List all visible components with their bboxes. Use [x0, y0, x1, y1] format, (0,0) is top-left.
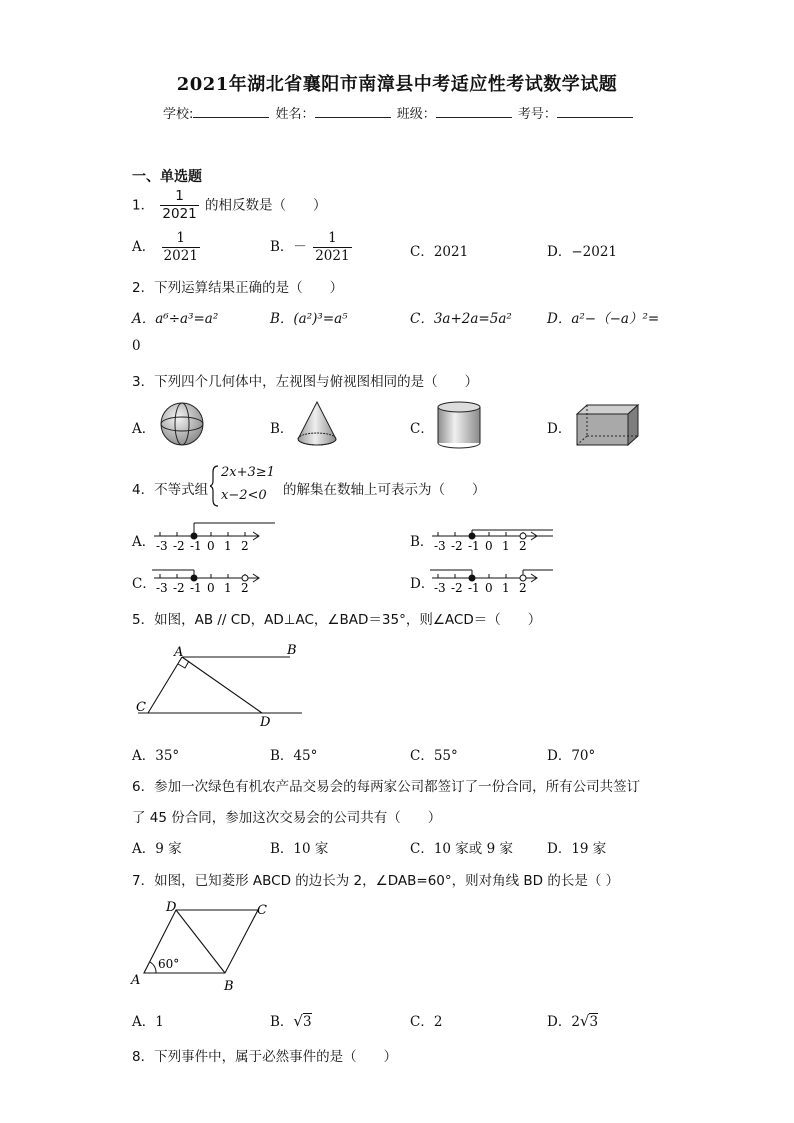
q4-option-c[interactable]: C．: [132, 576, 156, 592]
closed-dot: [469, 533, 475, 539]
q5-label-a: A: [174, 645, 184, 660]
q1-option-d[interactable]: D．−2021: [547, 244, 617, 260]
cylinder-figure: [434, 400, 484, 450]
q4-inequality-2: x−2<0: [221, 488, 267, 503]
q7-rhombus-figure: [128, 893, 278, 993]
q2-option-d[interactable]: D．a²−（−a）²=: [547, 311, 660, 327]
question-8: 8．下列事件中，属于必然事件的是（ ）: [132, 1049, 398, 1065]
q4-stem-post: 的解集在数轴上可表示为（ ）: [283, 482, 486, 498]
q3-option-d[interactable]: D．: [547, 421, 572, 437]
q7-label-b: B: [224, 979, 234, 993]
question-7: 7．如图，已知菱形 ABCD 的边长为 2，∠DAB=60°，则对角线 BD 的长是（ ）: [132, 873, 620, 889]
q2-option-a[interactable]: A．a⁶÷a³=a²: [132, 311, 219, 327]
closed-dot: [191, 533, 197, 539]
q1-number: 1．: [132, 197, 155, 214]
question-3: 3．下列四个几何体中，左视图与俯视图相同的是（ ）: [132, 374, 479, 390]
tick-label: -1: [468, 581, 480, 595]
q2-option-b[interactable]: B．(a²)³=a⁵: [270, 311, 348, 327]
number-blank[interactable]: [557, 105, 633, 118]
q4-stem-pre: 4．不等式组: [132, 482, 209, 498]
tick-label: -2: [451, 581, 463, 595]
q5-option-a[interactable]: A．35°: [132, 748, 180, 764]
q5-option-d[interactable]: D．70°: [547, 748, 596, 764]
closed-dot: [469, 575, 475, 581]
q1-fraction: $\frac{1}{2021}$: [162, 188, 197, 222]
q2-option-d-continued: 0: [132, 338, 141, 354]
cuboid-figure: [574, 402, 642, 450]
q5-parallel-lines-figure: [130, 638, 310, 730]
open-dot: [242, 575, 248, 581]
q7-angle-label: 60°: [158, 957, 180, 971]
q7-label-a: A: [131, 973, 141, 988]
q7-label-c: C: [257, 903, 267, 918]
section-heading: 一、单选题: [132, 169, 202, 185]
tick-label: -2: [173, 539, 185, 553]
tick-label: -1: [190, 539, 202, 553]
tick-label: -3: [156, 581, 168, 595]
q4-option-a[interactable]: A．: [132, 534, 156, 550]
q4-number-line-d: [430, 562, 565, 596]
q6-option-c[interactable]: C．10 家或 9 家: [410, 841, 513, 857]
school-blank[interactable]: [193, 105, 269, 118]
tick-label: 2: [241, 539, 249, 553]
q3-option-a[interactable]: A．: [132, 421, 156, 437]
q2-option-c[interactable]: C．3a+2a=5a²: [410, 311, 512, 327]
question-6-line-2: 了 45 份合同，参加这次交易会的公司共有（ ）: [132, 810, 442, 826]
q4-option-b[interactable]: B．: [410, 534, 434, 550]
tick-label: 1: [502, 539, 510, 553]
name-label: 姓名：: [275, 107, 315, 122]
q7-option-d[interactable]: D．2√3: [547, 1012, 599, 1030]
tick-label: -2: [451, 539, 463, 553]
tick-label: -3: [156, 539, 168, 553]
q7-option-c[interactable]: C．2: [410, 1014, 443, 1030]
q6-option-a[interactable]: A．9 家: [132, 841, 182, 857]
q5-option-c[interactable]: C．55°: [410, 748, 458, 764]
q4-number-line-a: [152, 516, 287, 556]
open-dot: [520, 533, 526, 539]
q5-label-d: D: [260, 715, 271, 730]
tick-label: 1: [224, 539, 232, 553]
q4-number-line-b: [430, 516, 560, 556]
tick-label: -3: [434, 581, 446, 595]
tick-label: 0: [207, 539, 215, 553]
student-info-line: [163, 103, 635, 122]
tick-label: 0: [207, 581, 215, 595]
tick-label: 1: [224, 581, 232, 595]
q6-option-d[interactable]: D．19 家: [547, 841, 607, 857]
tick-label: -3: [434, 539, 446, 553]
q1-option-a[interactable]: A． $\frac{1}{2021}$: [132, 230, 198, 264]
tick-label: 2: [241, 581, 249, 595]
q4-number-line-c: [152, 562, 282, 596]
tick-label: 0: [485, 539, 493, 553]
q1-stem: 的相反数是（ ）: [205, 197, 327, 214]
tick-label: 0: [485, 581, 493, 595]
q7-option-a[interactable]: A．1: [132, 1014, 164, 1030]
tick-label: -2: [173, 581, 185, 595]
question-2: 2．下列运算结果正确的是（ ）: [132, 280, 344, 296]
q3-option-c[interactable]: C．: [410, 421, 434, 437]
school-label: 学校:: [163, 107, 194, 122]
page-title: 2021年湖北省襄阳市南漳县中考适应性考试数学试题: [176, 74, 618, 95]
closed-dot: [191, 575, 197, 581]
q5-label-b: B: [287, 643, 297, 658]
question-4: [132, 478, 208, 498]
q4-option-d[interactable]: D．: [410, 576, 435, 592]
tick-label: -1: [190, 581, 202, 595]
class-blank[interactable]: [436, 105, 512, 118]
name-blank[interactable]: [315, 105, 391, 118]
q4-inequality-1: 2x+3≥1: [221, 465, 275, 480]
q3-option-b[interactable]: B．: [270, 421, 294, 437]
number-label: 考号：: [517, 107, 557, 122]
q7-option-b[interactable]: B．√3: [270, 1012, 312, 1030]
cone-figure: [294, 399, 340, 449]
question-5: 5．如图，AB // CD，AD⊥AC，∠BAD＝35°，则∠ACD＝（ ）: [132, 612, 542, 628]
question-6-line-1: 6．参加一次绿色有机农产品交易会的每两家公司都签订了一份合同，所有公司共签订: [132, 779, 641, 795]
q5-option-b[interactable]: B．45°: [270, 748, 318, 764]
question-1: [132, 188, 327, 223]
tick-label: 2: [519, 581, 527, 595]
q1-option-c[interactable]: C．2021: [410, 244, 469, 260]
class-label: 班级：: [396, 107, 436, 122]
q6-option-b[interactable]: B．10 家: [270, 841, 329, 857]
q7-label-d: D: [166, 900, 177, 915]
tick-label: -1: [468, 539, 480, 553]
sphere-figure: [156, 400, 208, 448]
open-dot: [520, 575, 526, 581]
q1-option-b[interactable]: B．－ $\frac{1}{2021}$: [270, 230, 350, 264]
tick-label: 1: [502, 581, 510, 595]
tick-label: 2: [519, 539, 527, 553]
q5-label-c: C: [136, 700, 146, 715]
